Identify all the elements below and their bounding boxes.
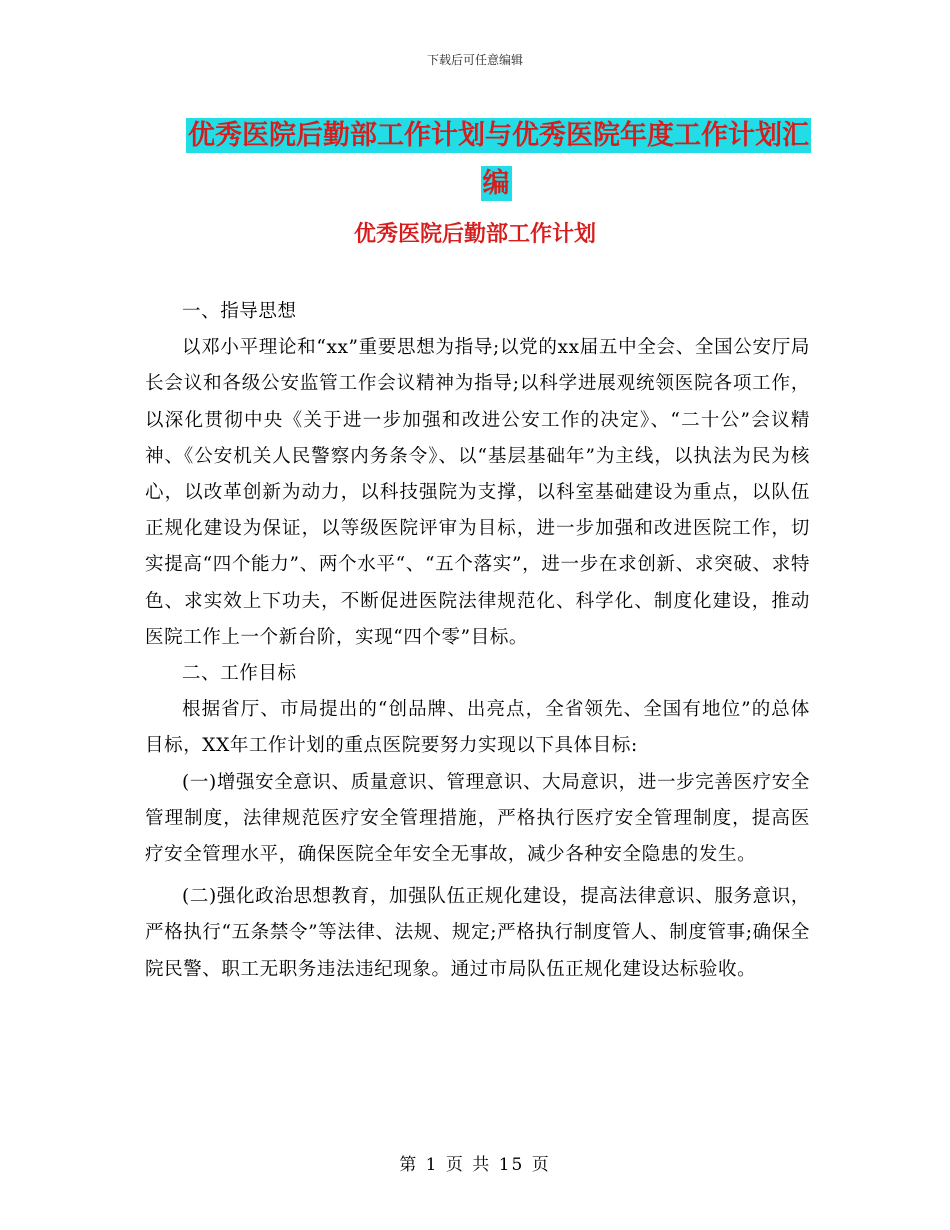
paragraph-goal-2: (二)强化政治思想教育，加强队伍正规化建设，提高法律意识、服务意识，严格执行“五条禁令”等法律、法规、规定;严格执行制度管人、制度管事;确保全院民警、职工无职务违法违纪现象。通过市局队伍正规化建设达标验收。 xyxy=(145,886,810,980)
paragraph-guiding-ideology: 以邓小平理论和“xx”重要思想为指导;以党的xx届五中全会、全国公安厅局长会议和各级公安监管工作会议精神为指导;以科学进展观统领医院各项工作，以深化贯彻中央《关于进一步加强和改进公安工作的决定》、“二十公”会议精神、《公安机关人民警察内务条令》、以“基层基础年”为主线，以执法为民为核心，以改革创新为动力，以科技强院为支撑，以科室基础建设为重点，以队伍正规化建设为保证，以等级医院评审为目标，进一步加强和改进医院工作，切实提高“四个能力”、两个水平“、“五个落实”，进一步在求创新、求突破、求特色、求实效上下功夫，不断促进医院法律规范化、科学化、制度化建设，推动医院工作上一个新台阶，实现“四个零”目标。 xyxy=(145,337,810,648)
document-body xyxy=(145,294,810,988)
section-title: 优秀医院后勤部工作计划 xyxy=(353,222,596,247)
paragraph-work-goals: 根据省厅、市局提出的“创品牌、出亮点，全省领先、全国有地位”的总体目标，XX年工作计划的重点医院要努力实现以下具体目标: xyxy=(145,699,810,757)
heading-work-goals: 二、工作目标 xyxy=(182,663,297,685)
heading-guiding-ideology: 一、指导思想 xyxy=(182,301,297,322)
document-title-line-1: 优秀医院后勤部工作计划与优秀医院年度工作计划汇 xyxy=(188,120,809,151)
page-number: 第 1 页 共 15 页 xyxy=(399,1155,551,1175)
page-header-note: 下载后可任意编辑 xyxy=(426,53,523,67)
document-title-line-2: 编 xyxy=(482,168,510,199)
paragraph-goal-1: (一)增强安全意识、质量意识、管理意识、大局意识，进一步完善医疗安全管理制度，法律规范医疗安全管理措施，严格执行医疗安全管理制度，提高医疗安全管理水平，确保医院全年安全无事故，减少各种安全隐患的发生。 xyxy=(145,771,810,866)
document-title xyxy=(186,112,826,208)
